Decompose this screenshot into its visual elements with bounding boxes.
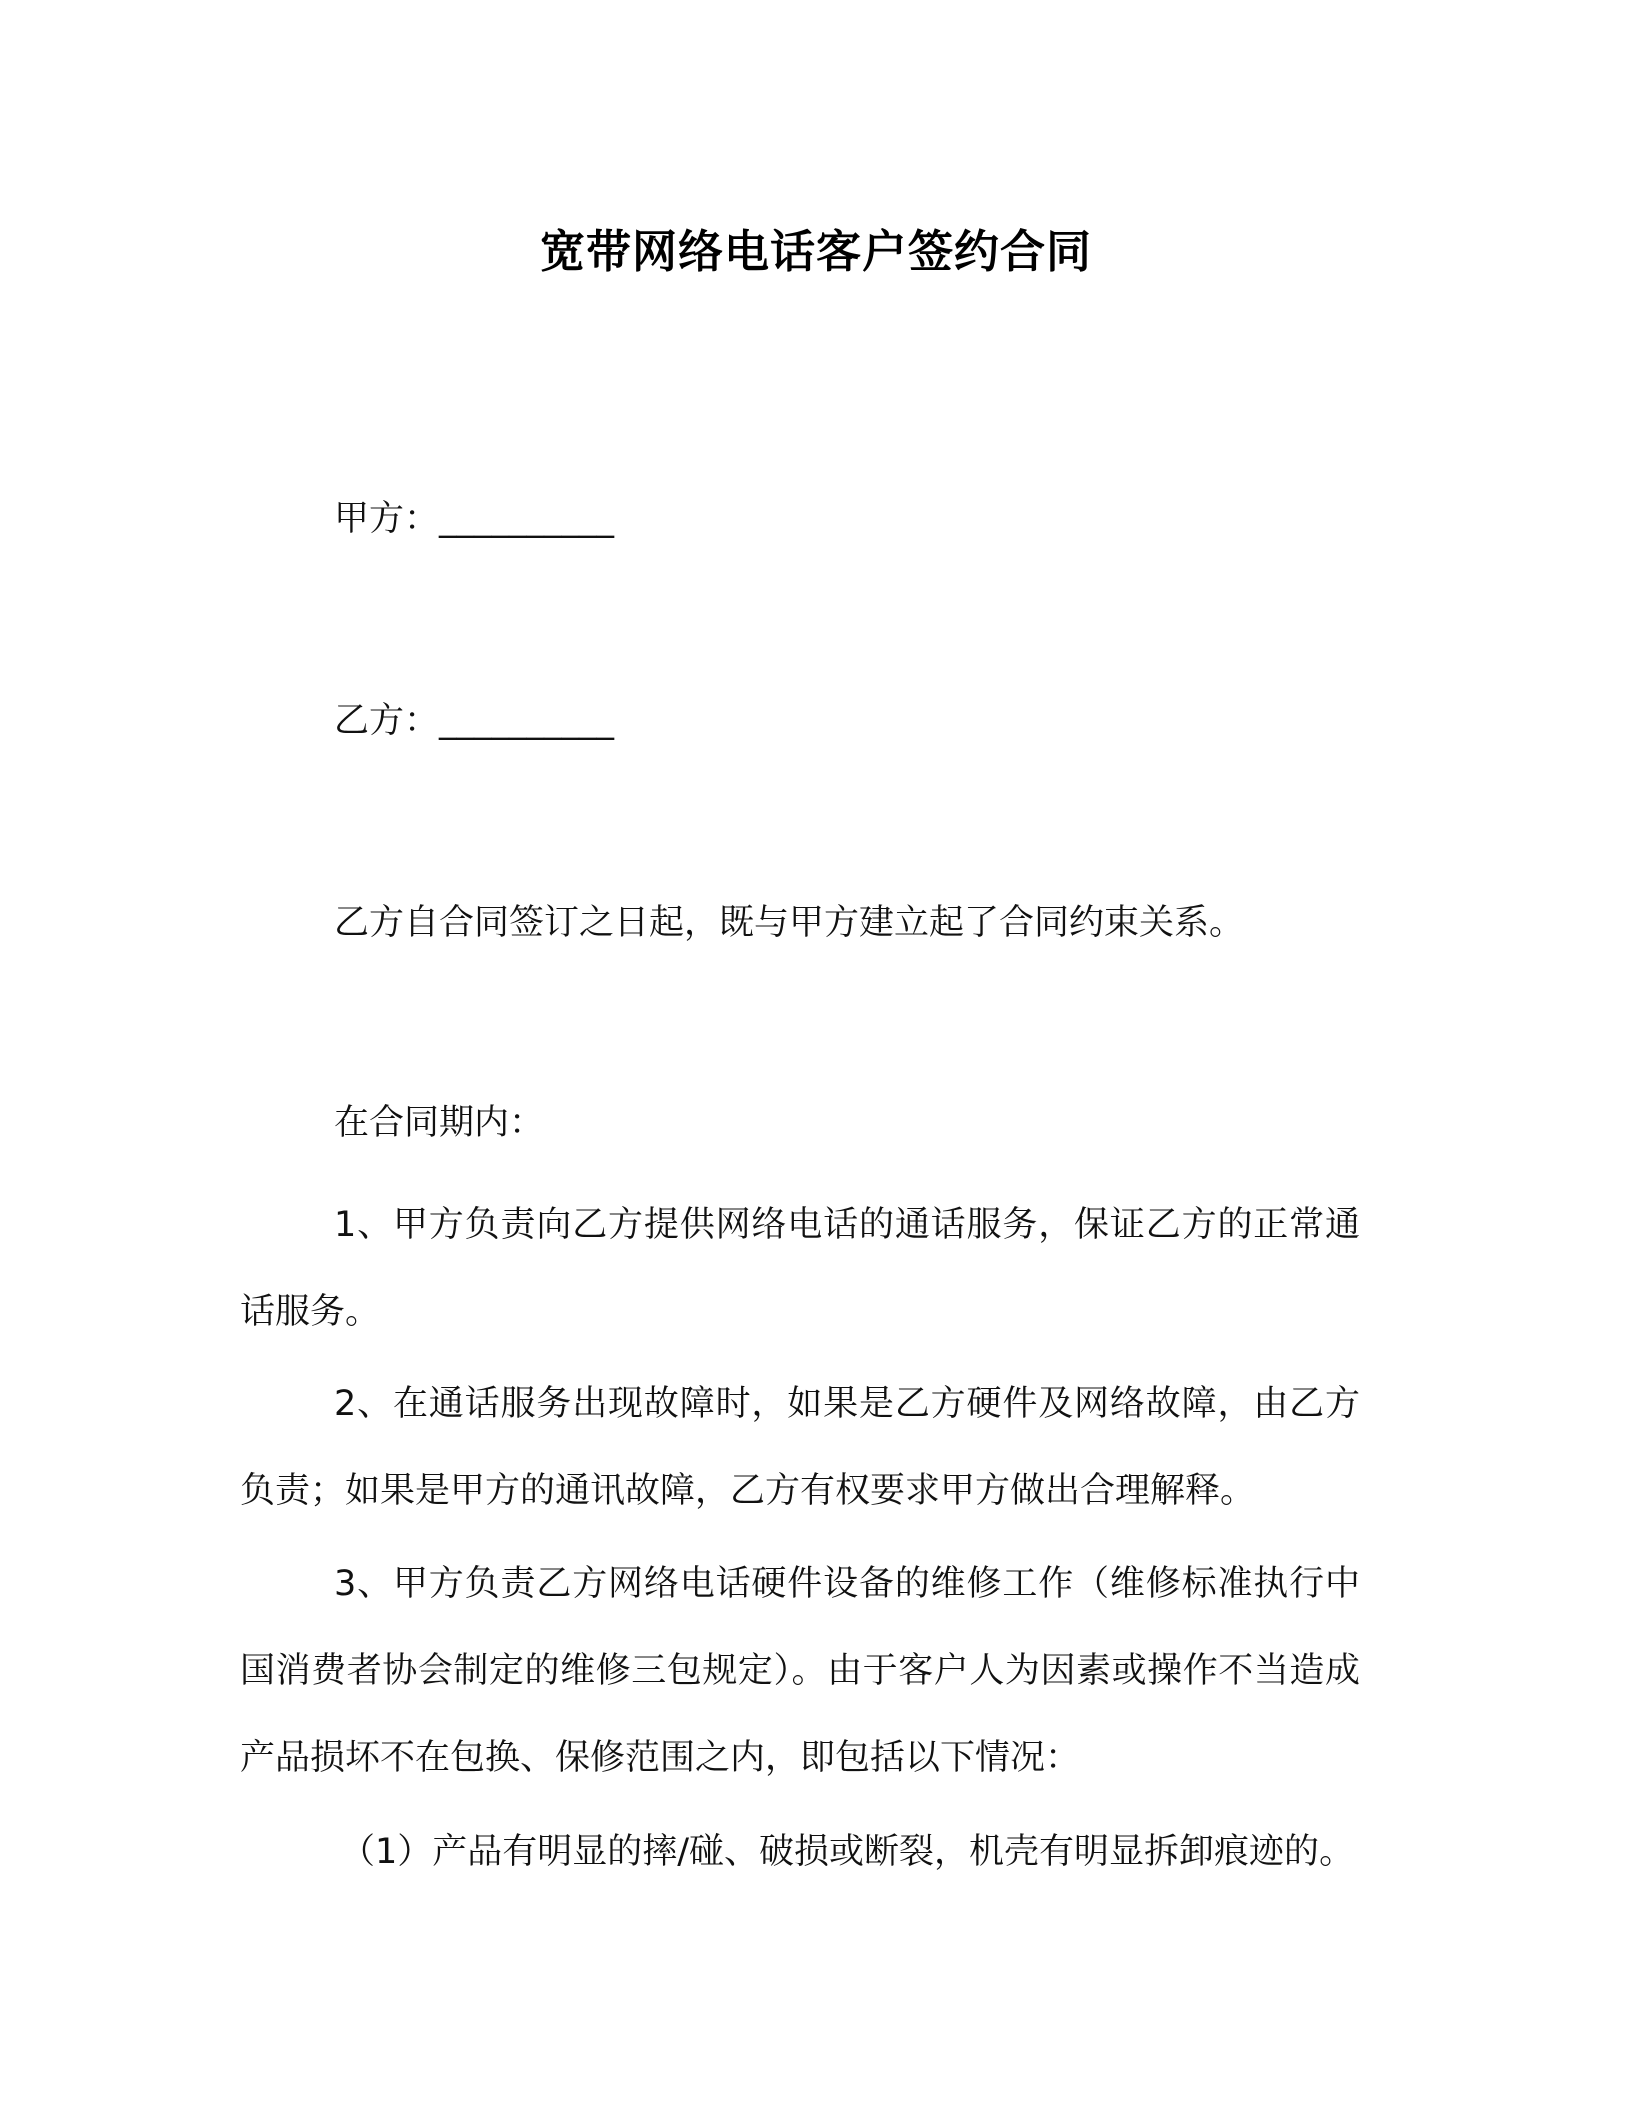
party-b-blank: __________: [439, 701, 615, 741]
clause-3: 3、甲方负责乙方网络电话硬件设备的维修工作（维修标准执行中国消费者协会制定的维修三包规定）。由于客户人为因素或操作不当造成产品损坏不在包换、保修范围之内，即包括以下情况：: [240, 1564, 1360, 1778]
party-b-line: [334, 697, 614, 745]
contract-title: 宽带网络电话客户签约合同: [539, 225, 1092, 278]
party-a-blank: __________: [439, 499, 615, 539]
sub-item-1: （1）产品有明显的摔/碰、破损或断裂，机壳有明显拆卸痕迹的。: [340, 1832, 1355, 1872]
party-b-label: 乙方：: [334, 701, 440, 741]
party-a-label: 甲方：: [334, 499, 440, 539]
period-heading: 在合同期内：: [334, 1103, 545, 1143]
intro-paragraph: 乙方自合同签订之日起，既与甲方建立起了合同约束关系。: [334, 903, 1245, 943]
party-a-line: [334, 495, 614, 543]
clause-2: 2、在通话服务出现故障时，如果是乙方硬件及网络故障，由乙方负责；如果是甲方的通讯故障，乙方有权要求甲方做出合理解释。: [240, 1384, 1360, 1511]
clause-1: 1、甲方负责向乙方提供网络电话的通话服务，保证乙方的正常通话服务。: [240, 1205, 1360, 1332]
